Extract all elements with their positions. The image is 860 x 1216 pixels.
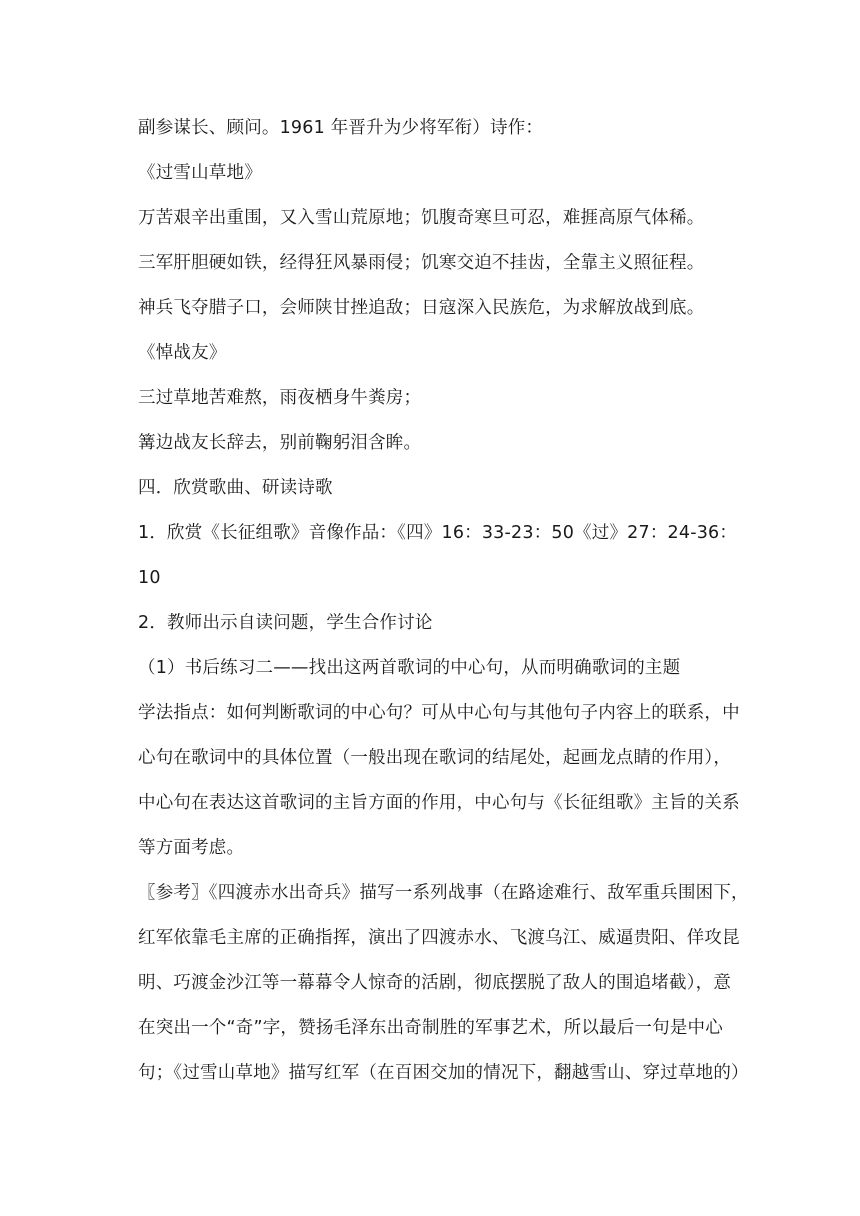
text-line: 在突出一个“奇”字，赞扬毛泽东出奇制胜的军事艺术，所以最后一句是中心 [138, 1018, 723, 1038]
poem-verse-line: 万苦艰辛出重围，又入雪山荒原地；饥腹奇寒旦可忍，难捱高原气体稀。 [138, 208, 705, 228]
text-line: 等方面考虑。 [138, 838, 245, 858]
text-line: 红军依靠毛主席的正确指挥，演出了四渡赤水、飞渡乌江、威逼贵阳、佯攻昆 [138, 928, 740, 948]
text-line: 10 [138, 568, 161, 588]
text-line: 1．欣赏《长征组歌》音像作品：《四》16：33-23：50《过》27：24-36： [138, 523, 738, 543]
poem-verse-line: 三军肝胆硬如铁，经得狂风暴雨侵；饥寒交迫不挂齿，全靠主义照征程。 [138, 253, 705, 273]
text-line: 学法指点：如何判断歌词的中心句？可从中心句与其他句子内容上的联系，中 [138, 703, 740, 723]
poem-verse-line: 神兵飞夺腊子口，会师陕甘挫追敌；日寇深入民族危，为求解放战到底。 [138, 298, 705, 318]
text-line: 心句在歌词中的具体位置（一般出现在歌词的结尾处，起画龙点睛的作用）， [138, 748, 732, 768]
poem-verse-line: 三过草地苦难熬，雨夜栖身牛粪房； [138, 388, 422, 408]
text-line: 〖参考〗《四渡赤水出奇兵》描写一系列战事（在路途难行、敌军重兵围困下， [138, 883, 749, 903]
text-line: 句；《过雪山草地》描写红军（在百困交加的情况下，翻越雪山、穿过草地的） [138, 1063, 749, 1083]
poem-title-line: 《过雪山草地》 [138, 163, 262, 183]
poem-title-line: 《悼战友》 [138, 343, 227, 363]
text-line: （1）书后练习二——找出这两首歌词的中心句，从而明确歌词的主题 [138, 658, 681, 678]
text-line: 副参谋长、顾问。1961 年晋升为少将军衔）诗作： [138, 118, 544, 138]
text-line: 中心句在表达这首歌词的主旨方面的作用，中心句与《长征组歌》主旨的关系 [138, 793, 740, 813]
poem-verse-line: 篝边战友长辞去，别前鞠躬泪含眸。 [138, 433, 422, 453]
section-heading: 四．欣赏歌曲、研读诗歌 [138, 478, 333, 498]
text-line: 2．教师出示自读问题，学生合作讨论 [138, 613, 433, 633]
text-line: 明、巧渡金沙江等一幕幕令人惊奇的活剧，彻底摆脱了敌人的围追堵截），意 [138, 973, 732, 993]
